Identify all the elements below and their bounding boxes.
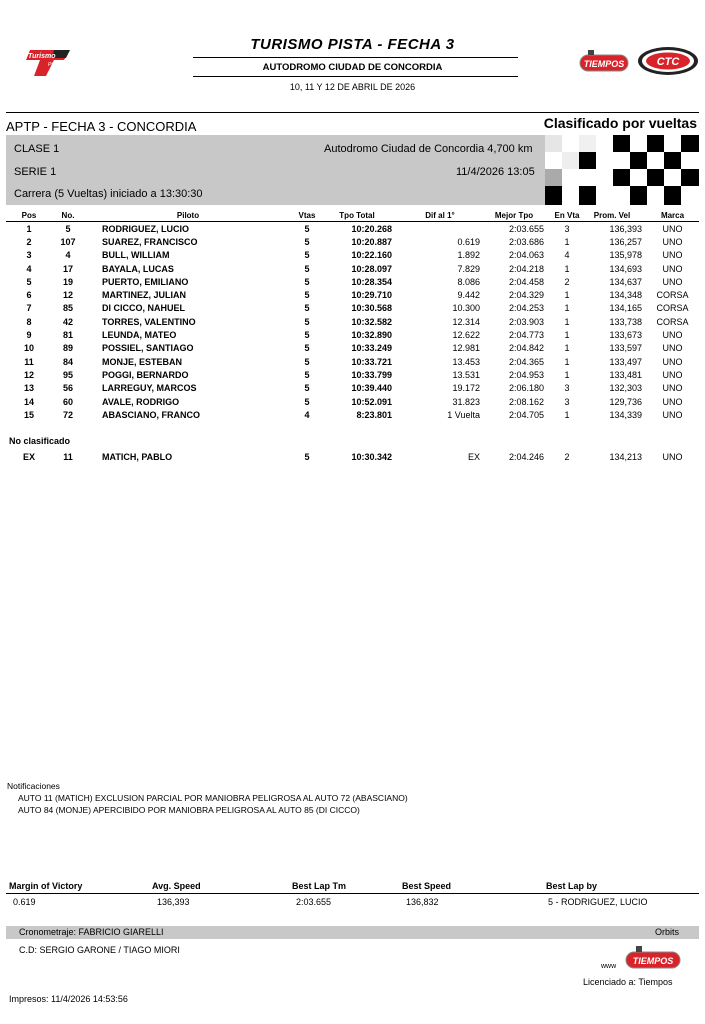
number-cell: 42: [62, 316, 73, 327]
number-cell: 19: [62, 276, 73, 287]
total-time-cell: 10:33.799: [351, 369, 392, 380]
table-row: [6, 302, 699, 315]
laps-cell: 5: [304, 263, 310, 274]
pos-cell: 7: [26, 303, 32, 314]
driver-cell: DI CICCO, NAHUEL: [102, 303, 185, 314]
table-row: [6, 222, 699, 236]
table-row: [6, 368, 699, 381]
brand-cell: UNO: [662, 396, 683, 407]
brand-cell: UNO: [662, 369, 683, 380]
pos-cell: 8: [26, 316, 32, 327]
col-header: En Vta: [552, 210, 582, 222]
divider: [6, 893, 699, 894]
best-lap-cell: 2:04.218: [508, 263, 544, 274]
svg-text:TIEMPOS: TIEMPOS: [632, 956, 674, 966]
col-header: Vtas: [292, 210, 322, 222]
brand-cell: CORSA: [656, 303, 689, 314]
best-speed-header: Best Speed: [402, 881, 452, 891]
number-cell: 11: [63, 452, 73, 462]
table-row: [6, 249, 699, 262]
brand-cell: UNO: [662, 276, 683, 287]
best-lap-cell: 2:04.063: [508, 250, 544, 261]
best-lap-on-cell: 1: [564, 409, 570, 420]
pos-cell: 12: [23, 369, 34, 380]
table-row: [6, 408, 699, 421]
total-time-cell: 10:30.342: [351, 452, 392, 462]
avg-speed-value: 136,393: [157, 897, 190, 907]
gap-cell: 7.829: [457, 263, 480, 274]
gap-cell: 12.981: [452, 343, 480, 354]
total-time-cell: 10:30.568: [351, 303, 392, 314]
gap-cell: 31.823: [452, 396, 480, 407]
col-header: Piloto: [84, 210, 292, 222]
number-cell: 60: [62, 396, 73, 407]
driver-cell: POGGI, BERNARDO: [102, 369, 189, 380]
total-time-cell: 10:28.097: [351, 263, 392, 274]
checkered-flag: [545, 135, 699, 205]
table-row: [6, 342, 699, 355]
driver-cell: ABASCIANO, FRANCO: [102, 409, 200, 420]
number-cell: 17: [62, 263, 73, 274]
table-row: [6, 450, 699, 464]
pos-cell: 11: [24, 356, 34, 367]
best-lap-on-cell: 2: [564, 276, 570, 287]
pos-cell: 15: [23, 409, 34, 420]
best-lap-cell: 2:04.253: [508, 303, 544, 314]
driver-cell: RODRIGUEZ, LUCIO: [102, 223, 189, 234]
brand-cell: UNO: [662, 452, 683, 462]
best-lap-by-value: 5 - RODRIGUEZ, LUCIO: [548, 897, 648, 907]
total-time-cell: 10:20.268: [351, 223, 392, 234]
circuit-label: Autodromo Ciudad de Concordia 4,700 km: [324, 143, 533, 155]
best-lap-cell: 2:04.246: [508, 452, 544, 462]
svg-text:CTC: CTC: [656, 56, 680, 68]
gap-cell: 12.314: [452, 316, 480, 327]
best-lap-on-cell: 1: [564, 236, 570, 247]
laps-cell: 5: [304, 303, 310, 314]
avg-speed-cell: 134,693: [609, 263, 642, 274]
laps-cell: 5: [304, 290, 310, 301]
table-row: [6, 355, 699, 368]
avg-speed-cell: 134,348: [609, 290, 642, 301]
divider: [6, 112, 699, 113]
number-cell: 5: [65, 223, 71, 234]
best-lap-on-cell: 1: [564, 356, 570, 367]
number-cell: 81: [62, 330, 73, 341]
total-time-cell: 8:23.801: [356, 409, 392, 420]
table-row: [6, 395, 699, 408]
brand-cell: UNO: [662, 250, 683, 261]
brand-cell: UNO: [662, 263, 683, 274]
results-table: [6, 210, 699, 421]
brand-cell: UNO: [662, 236, 683, 247]
cronometraje-label: Cronometraje: FABRICIO GIARELLI: [19, 927, 164, 937]
margin-of-victory-value: 0.619: [13, 897, 36, 907]
driver-cell: MARTINEZ, JULIAN: [102, 290, 186, 301]
table-row: [6, 275, 699, 288]
avg-speed-cell: 133,738: [609, 316, 642, 327]
best-lap-cell: 2:04.705: [508, 409, 544, 420]
best-lap-on-cell: 1: [564, 369, 570, 380]
driver-cell: LARREGUY, MARCOS: [102, 383, 197, 394]
pos-cell: 1: [26, 223, 32, 234]
avg-speed-cell: 134,213: [609, 452, 642, 462]
total-time-cell: 10:33.721: [351, 356, 392, 367]
driver-cell: MONJE, ESTEBAN: [102, 356, 183, 367]
brand-cell: CORSA: [656, 316, 689, 327]
best-lap-on-cell: 1: [564, 263, 570, 274]
notification-line: AUTO 84 (MONJE) APERCIBIDO POR MANIOBRA PELIGROSA AL AUTO 85 (DI CICCO): [18, 805, 360, 815]
table-row: [6, 382, 699, 395]
brand-cell: UNO: [662, 383, 683, 394]
avg-speed-cell: 133,481: [609, 369, 642, 380]
total-time-cell: 10:32.890: [351, 330, 392, 341]
serie-label: SERIE 1: [14, 166, 57, 178]
gap-cell: 9.442: [457, 290, 480, 301]
no-clasificado-table: [6, 450, 699, 464]
divider: [193, 57, 518, 58]
gap-cell: 13.531: [452, 369, 480, 380]
brand-cell: UNO: [662, 409, 683, 420]
driver-cell: LEUNDA, MATEO: [102, 330, 177, 341]
number-cell: 12: [62, 290, 73, 301]
licenciado-label: Licenciado a: Tiempos: [583, 977, 673, 987]
laps-cell: 5: [304, 250, 310, 261]
avg-speed-cell: 133,497: [609, 356, 642, 367]
number-cell: 72: [62, 409, 73, 420]
orbits-label: Orbits: [654, 927, 679, 937]
pos-cell: 6: [26, 290, 32, 301]
laps-cell: 5: [304, 276, 310, 287]
avg-speed-cell: 134,637: [609, 276, 642, 287]
laps-cell: 5: [304, 223, 310, 234]
best-lap-on-cell: 1: [564, 316, 570, 327]
laps-cell: 5: [304, 383, 310, 394]
avg-speed-cell: 129,736: [609, 396, 642, 407]
table-row: [6, 288, 699, 301]
driver-cell: TORRES, VALENTINO: [102, 316, 196, 327]
driver-cell: BULL, WILLIAM: [102, 250, 170, 261]
divider: [193, 76, 518, 77]
no-clasificado-title: No clasificado: [9, 436, 71, 446]
col-header: Pos: [6, 210, 52, 222]
total-time-cell: 10:39.440: [351, 383, 392, 394]
number-cell: 84: [62, 356, 73, 367]
best-lap-cell: 2:08.162: [508, 396, 544, 407]
notificaciones-title: Notificaciones: [7, 781, 60, 791]
pos-cell: 14: [23, 396, 34, 407]
total-time-cell: 10:32.582: [351, 316, 392, 327]
laps-cell: 5: [304, 356, 310, 367]
svg-text:Turismo: Turismo: [28, 53, 56, 60]
table-row: [6, 235, 699, 248]
avg-speed-cell: 136,393: [609, 223, 642, 234]
gap-cell: 10.300: [452, 303, 480, 314]
driver-cell: POSSIEL, SANTIAGO: [102, 343, 194, 354]
total-time-cell: 10:33.249: [351, 343, 392, 354]
best-lap-cell: 2:04.953: [508, 369, 544, 380]
number-cell: 89: [62, 343, 73, 354]
pos-cell: 3: [26, 250, 32, 261]
best-speed-value: 136,832: [406, 897, 439, 907]
brand-cell: CORSA: [656, 290, 689, 301]
best-lap-value: 2:03.655: [296, 897, 332, 907]
best-lap-cell: 2:03.655: [508, 223, 544, 234]
best-lap-cell: 2:04.842: [508, 343, 544, 354]
gap-cell: EX: [467, 452, 480, 462]
best-lap-on-cell: 1: [564, 330, 570, 341]
col-header: Dif al 1°: [400, 210, 484, 222]
pos-cell: 2: [26, 236, 32, 247]
number-cell: 56: [62, 383, 73, 394]
best-lap-header: Best Lap Tm: [292, 881, 347, 891]
best-lap-on-cell: 3: [564, 396, 570, 407]
gap-cell: 1.892: [457, 250, 480, 261]
gap-cell: 8.086: [457, 276, 480, 287]
gap-cell: 12.622: [452, 330, 480, 341]
driver-cell: PUERTO, EMILIANO: [102, 276, 189, 287]
ctc-logo: [636, 45, 700, 77]
tiempos-logo: [578, 49, 630, 73]
number-cell: 95: [62, 369, 73, 380]
avg-speed-cell: 132,303: [609, 383, 642, 394]
best-lap-on-cell: 3: [564, 223, 570, 234]
laps-cell: 5: [304, 236, 310, 247]
gap-cell: 13.453: [452, 356, 480, 367]
laps-cell: 5: [304, 452, 310, 462]
page-title: TURISMO PISTA - FECHA 3: [250, 36, 455, 53]
best-lap-by-header: Best Lap by: [546, 881, 598, 891]
best-lap-on-cell: 1: [564, 303, 570, 314]
avg-speed-cell: 133,597: [609, 343, 642, 354]
driver-cell: MATICH, PABLO: [102, 452, 173, 462]
best-lap-cell: 2:04.365: [508, 356, 544, 367]
table-header-row: [6, 210, 699, 222]
brand-cell: UNO: [662, 223, 683, 234]
notification-line: AUTO 11 (MATICH) EXCLUSION PARCIAL POR MANIOBRA PELIGROSA AL AUTO 72 (ABASCIANO): [18, 793, 408, 803]
best-lap-on-cell: 1: [564, 290, 570, 301]
cd-label: C.D: SERGIO GARONE / TIAGO MIORI: [19, 945, 180, 955]
laps-cell: 5: [304, 330, 310, 341]
best-lap-cell: 2:03.903: [508, 316, 544, 327]
laps-cell: 5: [304, 396, 310, 407]
gap-cell: [400, 222, 484, 236]
driver-cell: SUAREZ, FRANCISCO: [102, 236, 198, 247]
margin-of-victory-header: Margin of Victory: [9, 881, 83, 891]
laps-cell: 5: [304, 343, 310, 354]
col-header: No.: [52, 210, 84, 222]
total-time-cell: 10:52.091: [351, 396, 392, 407]
total-time-cell: 10:22.160: [351, 250, 392, 261]
avg-speed-cell: 135,978: [609, 250, 642, 261]
gap-cell: 19.172: [452, 383, 480, 394]
gap-cell: 0.619: [457, 236, 480, 247]
svg-text:Pista: Pista: [48, 62, 60, 68]
brand-cell: UNO: [662, 330, 683, 341]
pos-cell: 4: [26, 263, 32, 274]
event-name: APTP - FECHA 3 - CONCORDIA: [6, 119, 197, 134]
avg-speed-cell: 133,673: [609, 330, 642, 341]
best-lap-on-cell: 1: [564, 343, 570, 354]
number-cell: 107: [60, 236, 76, 247]
number-cell: 4: [65, 250, 71, 261]
page-subtitle: AUTODROMO CIUDAD DE CONCORDIA: [262, 62, 443, 73]
laps-cell: 5: [304, 316, 310, 327]
tiempos-footer-logo: [624, 944, 682, 970]
total-time-cell: 10:28.354: [351, 276, 392, 287]
avg-speed-cell: 136,257: [609, 236, 642, 247]
best-lap-cell: 2:04.458: [508, 276, 544, 287]
event-dates: 10, 11 Y 12 DE ABRIL DE 2026: [289, 82, 416, 92]
col-header: Tpo Total: [322, 210, 400, 222]
carrera-label: Carrera (5 Vueltas) iniciado a 13:30:30: [14, 188, 203, 200]
clase-label: CLASE 1: [14, 143, 60, 155]
number-cell: 85: [62, 303, 73, 314]
best-lap-cell: 2:06.180: [508, 383, 544, 394]
best-lap-cell: 2:03.686: [508, 236, 544, 247]
driver-cell: AVALE, RODRIGO: [102, 396, 180, 407]
session-datetime: 11/4/2026 13:05: [456, 166, 535, 178]
laps-cell: 5: [304, 369, 310, 380]
col-header: Marca: [646, 210, 699, 222]
avg-speed-cell: 134,165: [609, 303, 642, 314]
report-type: Clasificado por vueltas: [543, 115, 697, 131]
avg-speed-cell: 134,339: [609, 409, 642, 420]
best-lap-cell: 2:04.773: [508, 330, 544, 341]
best-lap-on-cell: 4: [564, 250, 570, 261]
driver-cell: BAYALA, LUCAS: [102, 263, 174, 274]
pos-cell: 13: [23, 383, 34, 394]
svg-text:TIEMPOS: TIEMPOS: [583, 59, 625, 69]
best-lap-on-cell: 3: [564, 383, 570, 394]
best-lap-on-cell: 2: [564, 452, 570, 462]
brand-cell: UNO: [662, 343, 683, 354]
total-time-cell: 10:20.887: [351, 236, 392, 247]
table-row: [6, 262, 699, 275]
pos-cell: 10: [23, 343, 34, 354]
best-lap-cell: 2:04.329: [508, 290, 544, 301]
col-header: Prom. Vel: [582, 210, 646, 222]
brand-cell: UNO: [662, 356, 683, 367]
pos-cell: EX: [22, 452, 35, 462]
laps-cell: 4: [304, 409, 310, 420]
pos-cell: 9: [26, 330, 32, 341]
avg-speed-header: Avg. Speed: [152, 881, 201, 891]
impresos-label: Impresos: 11/4/2026 14:53:56: [9, 994, 128, 1004]
pos-cell: 5: [26, 276, 32, 287]
table-row: [6, 328, 699, 341]
cronometraje-band: [6, 926, 699, 939]
www-label: www: [601, 963, 617, 970]
col-header: Mejor Tpo: [484, 210, 552, 222]
gap-cell: 1 Vuelta: [447, 409, 480, 420]
table-row: [6, 315, 699, 328]
total-time-cell: 10:29.710: [351, 290, 392, 301]
